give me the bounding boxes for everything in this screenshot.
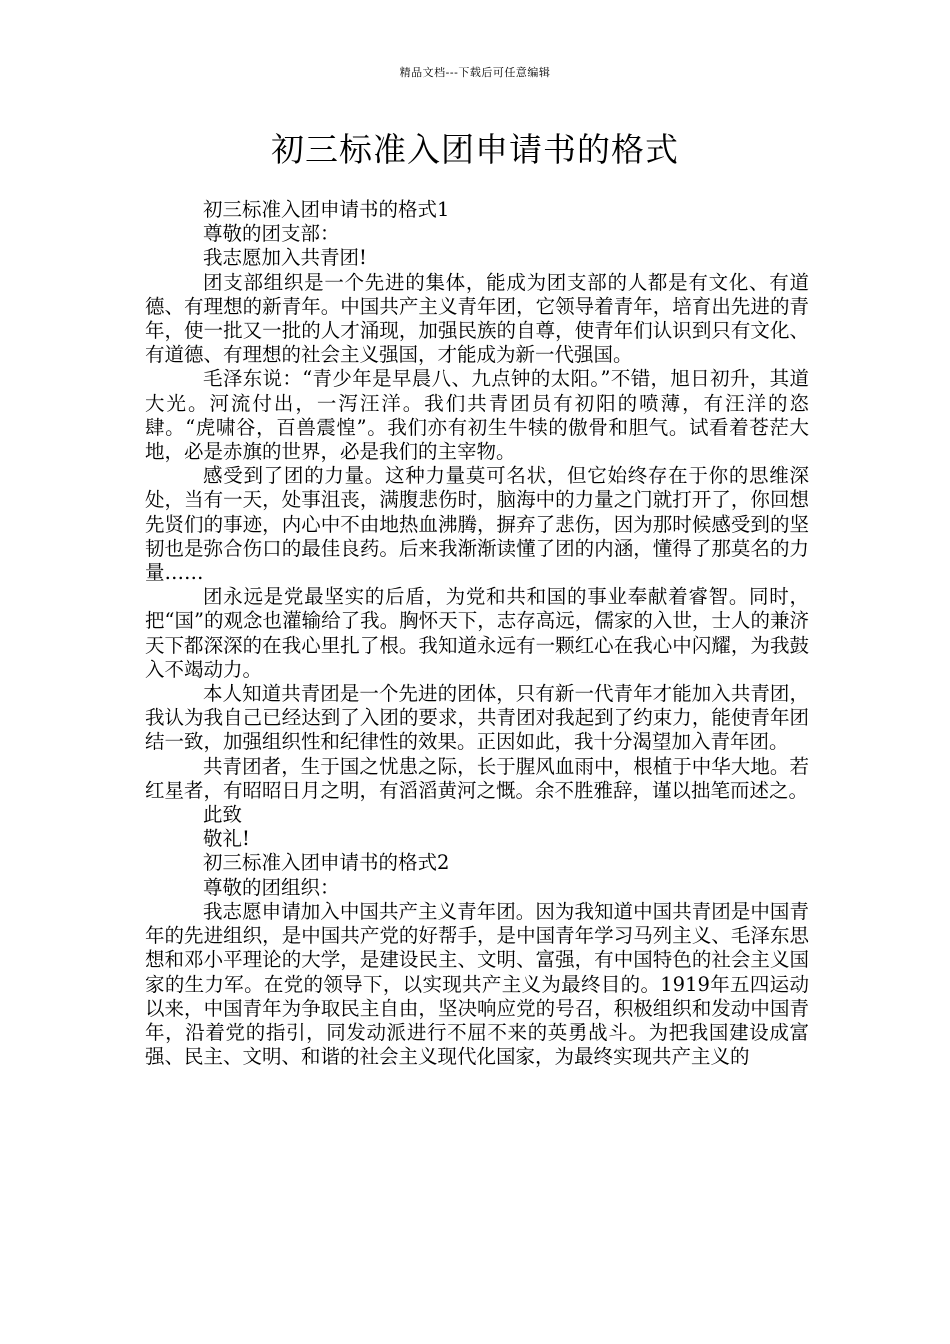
paragraph: 感受到了团的力量。这种力量莫可名状，但它始终存在于你的思维深处，当有一天，处事沮丧，满腹悲伤时，脑海中的力量之门就打开了，你回想先贤们的事迹，内心中不由地热血沸腾，摒弃了悲伤，因为那时候感受到的坚韧也是弥合伤口的最佳良药。后来我渐渐读懂了团的内涵，懂得了那莫名的力量…… (145, 464, 809, 585)
salutation-1: 尊敬的团支部： (203, 222, 340, 246)
salutation-2: 尊敬的团组织： (203, 875, 340, 899)
page-title: 初三标准入团申请书的格式 (271, 130, 679, 169)
paragraph: 本人知道共青团是一个先进的团体，只有新一代青年才能加入共青团，我认为我自己已经达到了入团的要求，共青团对我起到了约束力，能使青年团结一致，加强组织性和纪律性的效果。正因如此，我十分渴望加入青年团。 (145, 682, 809, 754)
closing-line: 敬礼! (203, 827, 250, 851)
paragraph: 团永远是党最坚实的后盾，为党和共和国的事业奉献着睿智。同时，把“国”的观念也灌输给了我。胸怀天下，志存高远，儒家的入世，士人的兼济天下都深深的在我心里扎了根。我知道永远有一颗红心在我心中闪耀，为我鼓入不竭动力。 (145, 585, 809, 681)
header-note: 精品文档---下载后可任意编辑 (399, 66, 551, 79)
document-body (145, 198, 809, 1069)
paragraph: 团支部组织是一个先进的集体，能成为团支部的人都是有文化、有道德、有理想的新青年。中国共产主义青年团，它领导着青年，培育出先进的青年，使一批又一批的人才涌现，加强民族的自尊，使青年们认识到只有文化、有道德、有理想的社会主义强国，才能成为新一代强国。 (145, 270, 809, 367)
paragraph: 我志愿申请加入中国共产主义青年团。因为我知道中国共青团是中国青年的先进组织，是中国共产党的好帮手，是中国青年学习马列主义、毛泽东思想和邓小平理论的大学，是建设民主、文明、富强，有中国特色的社会主义国家的生力军。在党的领导下，以实现共产主义为最终目的。1919年五四运动以来，中国青年为争取民主自由，坚决响应党的号召，积极组织和发动中国青年，沿着党的指引，同发动派进行不屈不来的英勇战斗。为把我国建设成富强、民主、文明、和谐的社会主义现代化国家，为最终实现共产主义的 (145, 899, 809, 1069)
section-heading-2: 初三标准入团申请书的格式2 (203, 851, 450, 875)
section-heading-1: 初三标准入团申请书的格式1 (203, 198, 450, 221)
paragraph: 我志愿加入共青团! (203, 246, 367, 270)
paragraph: 共青团者，生于国之忧患之际，长于腥风血雨中，根植于中华大地。若红星者，有昭昭日月之明，有滔滔黄河之慨。余不胜雅辞，谨以拙笔而述之。 (145, 754, 809, 802)
paragraph: 毛泽东说：“青少年是早晨八、九点钟的太阳。”不错，旭日初升，其道大光。河流付出，一泻汪洋。我们共青团员有初阳的喷薄，有汪洋的恣肆。“虎啸谷，百兽震惶”。我们亦有初生牛犊的傲骨和胆气。试看着苍茫大地，必是赤旗的世界，必是我们的主宰物。 (145, 367, 809, 464)
closing-line: 此致 (203, 803, 243, 827)
